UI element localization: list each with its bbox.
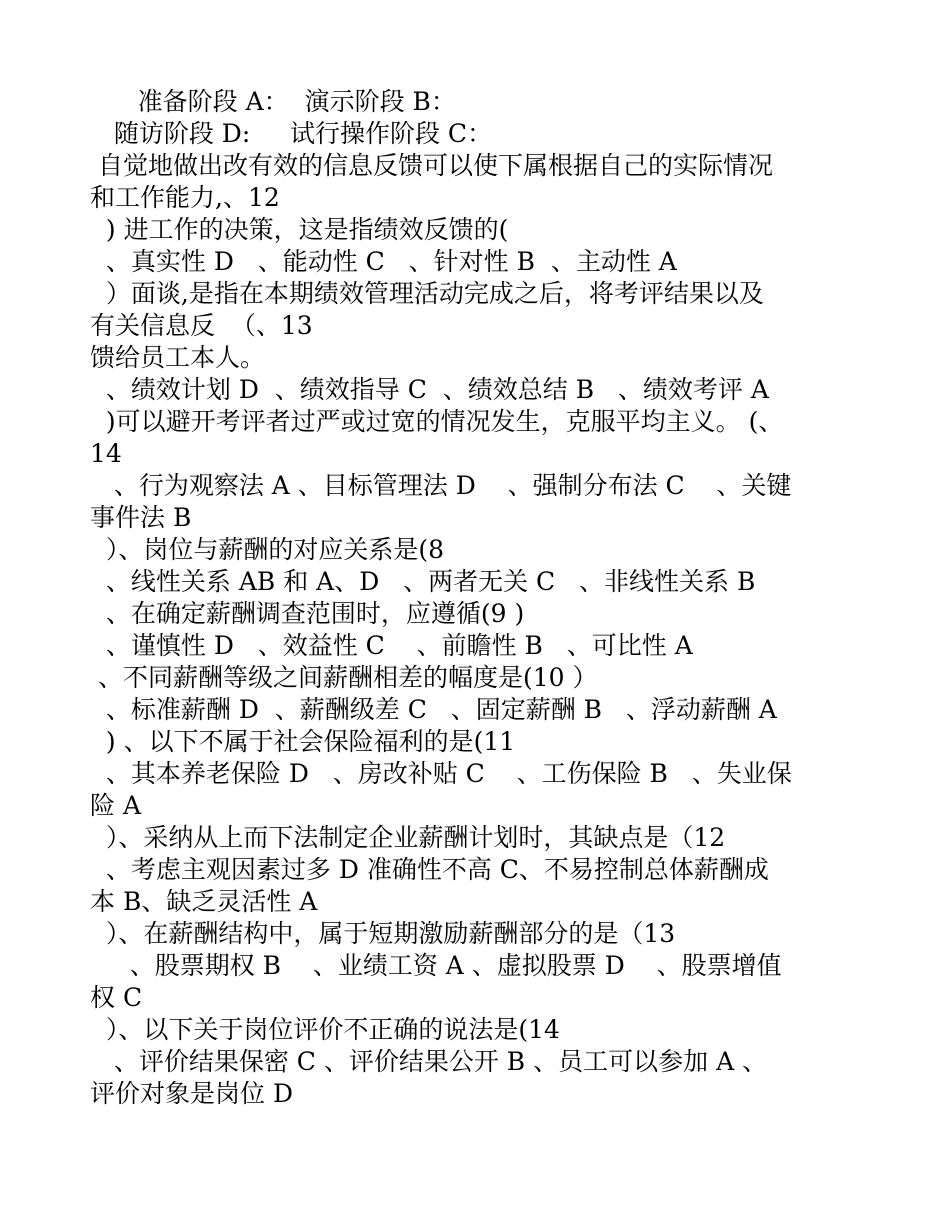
text-line: 、真实性 D 、能动性 C 、针对性 B 、主动性 A — [90, 247, 677, 276]
text-line: ）面谈,是指在本期绩效管理活动完成之后，将考评结果以及 — [90, 279, 764, 308]
text-line: ）、采纳从上而下法制定企业薪酬计划时，其缺点是（12 — [90, 823, 726, 852]
text-line: )可以避开考评者过严或过宽的情况发生，克服平均主义。 (、 — [90, 407, 784, 436]
text-line: 、股票期权 B 、业绩工资 A 、虚拟股票 D 、股票增值 — [90, 951, 782, 980]
text-line: 准备阶段 A： 演示阶段 B： — [90, 87, 456, 116]
text-line: 事件法 B — [90, 503, 192, 532]
text-line: 、考虑主观因素过多 D 准确性不高 C、不易控制总体薪酬成 — [90, 855, 769, 884]
text-line: ）、岗位与薪酬的对应关系是(8 — [90, 535, 445, 564]
text-line: 、标准薪酬 D 、薪酬级差 C 、固定薪酬 B 、浮动薪酬 A — [90, 695, 777, 724]
document-body — [90, 86, 865, 1110]
text-line: 14 — [90, 439, 122, 468]
text-line: 险 A — [90, 791, 142, 820]
text-line: ) 进工作的决策，这是指绩效反馈的( — [90, 215, 509, 244]
text-line: 和工作能力,、12 — [90, 183, 280, 212]
text-line: 、行为观察法 A 、目标管理法 D 、强制分布法 C 、关键 — [90, 471, 792, 500]
text-line: 、评价结果保密 C 、评价结果公开 B 、员工可以参加 A 、 — [90, 1047, 768, 1076]
text-line: 、谨慎性 D 、效益性 C 、前瞻性 B 、可比性 A — [90, 631, 693, 660]
text-line: 评价对象是岗位 D — [90, 1079, 293, 1108]
text-line: 自觉地做出改有效的信息反馈可以使下属根据自己的实际情况 — [90, 151, 773, 180]
text-line: 权 C — [90, 983, 143, 1012]
text-line: 、不同薪酬等级之间薪酬相差的幅度是(10 ） — [90, 663, 598, 692]
text-line: 有关信息反 （、13 — [90, 311, 313, 340]
text-line: 、其本养老保险 D 、房改补贴 C 、工伤保险 B 、失业保 — [90, 759, 792, 788]
text-line: ）、以下关于岗位评价不正确的说法是(14 — [90, 1015, 560, 1044]
text-line: 本 B、缺乏灵活性 A — [90, 887, 318, 916]
text-line: 馈给员工本人。 — [90, 343, 266, 372]
text-line: 、线性关系 AB 和 A、D 、两者无关 C 、非线性关系 B — [90, 567, 756, 596]
text-line: ）、在薪酬结构中，属于短期激励薪酬部分的是（13 — [90, 919, 676, 948]
text-line: ) 、以下不属于社会保险福利的是(11 — [90, 727, 516, 756]
text-line: 、绩效计划 D 、绩效指导 C 、绩效总结 B 、绩效考评 A — [90, 375, 769, 404]
text-line: 随访阶段 D: 试行操作阶段 C： — [90, 119, 493, 148]
text-line: 、在确定薪酬调查范围时，应遵循(9 ) — [90, 599, 525, 628]
